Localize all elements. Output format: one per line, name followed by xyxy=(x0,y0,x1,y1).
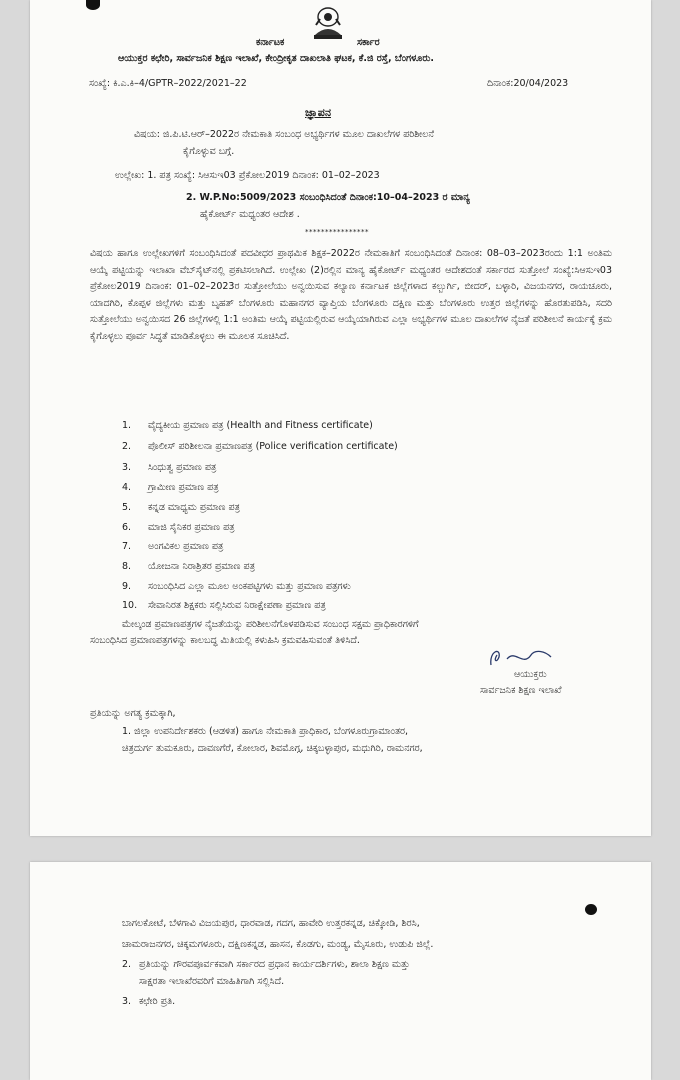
reference-line-3: ಹೈಕೋರ್ಟ್ ಮಧ್ಯಂತರ ಆದೇಶ . xyxy=(200,209,300,220)
copy-item-2-line-2: ಸಾಕ್ಷರತಾ ಇಲಾಖೆರವರಿಗೆ ಮಾಹಿತಿಗಾಗಿ ಸಲ್ಲಿಸಿದೆ. xyxy=(139,976,285,987)
reference-number: ಸಂಖ್ಯೆ: ಕಿ.ಎ.ಕಿ–4/GPTR–2022/2021–22 xyxy=(89,78,247,89)
continued-district-line-1: ಬಾಗಲಕೋಟೆ, ಬೆಳಗಾವಿ ವಿಜಯಪುರ, ಧಾರವಾಡ, ಗದಗ, ಹಾವೇರಿ ಉತ್ತರಕನ್ನಡ, ಚಿಕ್ಕೋಡಿ, ಶಿರಸಿ, xyxy=(122,918,420,929)
header-left-text: ಕರ್ನಾಟಕ xyxy=(256,37,285,48)
list-item: 1. ವೈದ್ಯಕೀಯ ಪ್ರಮಾಣ ಪತ್ರ (Health and Fitness certificate) xyxy=(122,420,373,431)
list-item: 3. ಸಿಂಧುತ್ವ ಪ್ರಮಾಣ ಪತ್ರ xyxy=(122,462,217,473)
list-item: 2. ಪೊಲೀಸ್ ಪರಿಶೀಲನಾ ಪ್ರಮಾಣಪತ್ರ (Police verification certificate) xyxy=(122,441,398,452)
ink-blot xyxy=(86,0,100,10)
list-item: 10. ಸೇವಾನಿರತ ಶಿಕ್ಷಕರು ಸಲ್ಲಿಸಿರುವ ನಿರಾಕ್ಷೇಪಣಾ ಪ್ರಮಾಣ ಪತ್ರ xyxy=(122,600,326,611)
document-date: ದಿನಾಂಕ:20/04/2023 xyxy=(487,78,569,89)
document-title: ಜ್ಞಾಪನ xyxy=(305,106,331,119)
copy-item-3-text: ಕಛೇರಿ ಪ್ರತಿ. xyxy=(139,996,176,1007)
ink-blot xyxy=(585,904,597,915)
signature-designation: ಆಯುಕ್ತರು xyxy=(514,669,547,680)
office-address: ಆಯುಕ್ತರ ಕಛೇರಿ, ಸಾರ್ವಜನಿಕ ಶಿಕ್ಷಣ ಇಲಾಖೆ, ಕೇಂದ್ರೀಕೃತ ದಾಖಲಾತಿ ಘಟಕ, ಕೆ.ಜಿ ರಸ್ತೆ, ಬೆಂಗಳೂರು. xyxy=(118,53,434,64)
reference-line-1: ಉಲ್ಲೇಖ: 1. ಪತ್ರ ಸಂಖ್ಯೆ: ಸಿಆಸುಇ03 ಪ್ರೆಕೋಲ2019 ದಿನಾಂಕ: 01–02–2023 xyxy=(115,170,380,181)
list-item: 7. ಅಂಗವಿಕಲ ಪ್ರಮಾಣ ಪತ್ರ xyxy=(122,541,224,552)
document-page-2 xyxy=(30,862,651,1080)
body-paragraph: ವಿಷಯ ಹಾಗೂ ಉಲ್ಲೇಖಗಳಿಗೆ ಸಂಬಂಧಿಸಿದಂತೆ ಪದವೀಧರ ಪ್ರಾಥಮಿಕ ಶಿಕ್ಷಕ–2022ರ ನೇಮಕಾತಿಗೆ ಸಂಬಂಧಿಸಿದಂತೆ ದಿನಾಂಕ: 08–03–2023ರಂದು 1:1 ಅಂತಿಮ ಆಯ್ಕೆ ಪಟ್ಟಿಯನ್ನು ಇಲಾಖಾ ವೆಬ್‌ಸೈಟ್‌ನಲ್ಲಿ ಪ್ರಕಟಿಸಲಾಗಿದೆ. ಉಲ್ಲೇಖ (2)ರಲ್ಲಿನ ಮಾನ್ಯ ಹೈಕೋರ್ಟ್ ಮಧ್ಯಂತರ ಆದೇಶದಂತೆ ಸರ್ಕಾರದ ಸುತ್ತೋಲೆ ಸಂಖ್ಯೆ:ಸಿಆಸುಇ03 ಪ್ರೆಕೋಲ2019 ದಿನಾಂಕ: 01–02–2023ರ ಸುತ್ತೋಲೆಯು ಅನ್ವಯಿಸುವ ಕಲ್ಯಾಣ ಕರ್ನಾಟಕ ಜಿಲ್ಲೆಗಳಾದ ಕಲ್ಬುರ್ಗಿ, ಬೀದರ್, ಬಳ್ಳಾರಿ, ವಿಜಯನಗರ, ರಾಯಚೂರು, ಯಾದಗಿರಿ, ಕೊಪ್ಪಳ ಜಿಲ್ಲೆಗಳು ಮತ್ತು ಬೃಹತ್ ಬೆಂಗಳೂರು ಮಹಾನಗರ ವ್ಯಾಪ್ತಿಯ ಬೆಂಗಳೂರು ದಕ್ಷಿಣ ಮತ್ತು ಬೆಂಗಳೂರು ಉತ್ತರ ಜಿಲ್ಲೆಗಳನ್ನು ಹೊರತುಪಡಿಸಿ, ಸದರಿ ಸುತ್ತೋಲೆಯು ಅನ್ವಯಿಸದ 26 ಜಿಲ್ಲೆಗಳಲ್ಲಿ 1:1 ಅಂತಿಮ ಆಯ್ಕೆ ಪಟ್ಟಿಯಲ್ಲಿರುವ ಆಯ್ಕೆಯಾಗಿರುವ ಎಲ್ಲಾ ಅಭ್ಯರ್ಥಿಗಳ ಮೂಲ ದಾಖಲೆಗಳ ನೈಜತೆ ಪರಿಶೀಲನೆ ಕಾರ್ಯಕ್ಕೆ ಕ್ರಮ ಕೈಗೊಳ್ಳಲು ಪೂರ್ವ ಸಿದ್ಧತೆ ಮಾಡಿಕೊಳ್ಳಲು ಈ ಮೂಲಕ ಸೂಚಿಸಿದೆ. xyxy=(90,248,612,342)
list-item: 9. ಸಂಬಂಧಿಸಿದ ಎಲ್ಲಾ ಮೂಲ ಅಂಕಪಟ್ಟಿಗಳು ಮತ್ತು ಪ್ರಮಾಣ ಪತ್ರಗಳು xyxy=(122,581,351,592)
list-item: 8. ಯೋಜನಾ ನಿರಾಶ್ರಿತರ ಪ್ರಮಾಣ ಪತ್ರ xyxy=(122,561,256,572)
signature-department: ಸಾರ್ವಜನಿಕ ಶಿಕ್ಷಣ ಇಲಾಖೆ xyxy=(480,685,562,696)
copy-item-3-number: 3. xyxy=(122,996,132,1007)
separator: **************** xyxy=(305,228,369,236)
closing-line-1: ಮೇಲ್ಕಂಡ ಪ್ರಮಾಣಪತ್ರಗಳ ನೈಜತೆಯನ್ನು ಪರಿಶೀಲನೆಗೊಳಪಡಿಸುವ ಸಂಬಂಧ ಸಕ್ಷಮ ಪ್ರಾಧಿಕಾರಗಳಿಗೆ xyxy=(122,619,419,630)
copy-intro: ಪ್ರತಿಯನ್ನು ಅಗತ್ಯ ಕ್ರಮಕ್ಕಾಗಿ, xyxy=(90,708,176,719)
document-page-1 xyxy=(30,0,651,836)
copy-item-1-line-1: 1. ಜಿಲ್ಲಾ ಉಪನಿರ್ದೇಶಕರು (ಆಡಳಿತ) ಹಾಗೂ ನೇಮಕಾತಿ ಪ್ರಾಧಿಕಾರ, ಬೆಂಗಳೂರುಗ್ರಾಮಾಂತರ, xyxy=(122,726,409,737)
reference-line-2: 2. W.P.No:5009/2023 ಸಂಬಂಧಿಸಿದಂತೆ ದಿನಾಂಕ:10–04–2023 ರ ಮಾನ್ಯ xyxy=(186,192,470,203)
list-item: 6. ಮಾಜಿ ಸೈನಿಕರ ಪ್ರಮಾಣ ಪತ್ರ xyxy=(122,522,235,533)
subject-line-2: ಕೈಗೊಳ್ಳುವ ಬಗ್ಗೆ. xyxy=(183,146,235,157)
closing-line-2: ಸಂಬಂಧಿಸಿದ ಪ್ರಮಾಣಪತ್ರಗಳನ್ನು ಕಾಲಬದ್ಧ ಮಿತಿಯಲ್ಲಿ ಕಳುಹಿಸಿ ಕ್ರಮವಹಿಸುವಂತೆ ತಿಳಿಸಿದೆ. xyxy=(90,635,360,646)
continued-district-line-2: ಚಾಮರಾಜನಗರ, ಚಿಕ್ಕಮಗಳೂರು, ದಕ್ಷಿಣಕನ್ನಡ, ಹಾಸನ, ಕೊಡಗು, ಮಂಡ್ಯ, ಮೈಸೂರು, ಉಡುಪಿ ಜಿಲ್ಲೆ. xyxy=(122,939,434,950)
copy-item-1-line-2: ಚಿತ್ರದುರ್ಗ ತುಮಕೂರು, ದಾವಣಗೆರೆ, ಕೋಲಾರ, ಶಿವಮೊಗ್ಗ, ಚಿಕ್ಕಬಳ್ಳಾಪುರ, ಮಧುಗಿರಿ, ರಾಮನಗರ, xyxy=(122,743,423,754)
list-item: 4. ಗ್ರಾಮೀಣ ಪ್ರಮಾಣ ಪತ್ರ xyxy=(122,482,219,493)
subject-line-1: ವಿಷಯ: ಜಿ.ಪಿ.ಟಿ.ಆರ್–2022ರ ನೇಮಕಾತಿ ಸಂಬಂಧ ಅಭ್ಯರ್ಥಿಗಳ ಮೂಲ ದಾಖಲೆಗಳ ಪರಿಶೀಲನೆ xyxy=(134,129,435,140)
copy-item-2-line-1: ಪ್ರತಿಯನ್ನು ಗೌರವಪೂರ್ವಕವಾಗಿ ಸರ್ಕಾರದ ಪ್ರಧಾನ ಕಾರ್ಯದರ್ಶಿಗಳು, ಶಾಲಾ ಶಿಕ್ಷಣ ಮತ್ತು xyxy=(139,959,410,970)
header-right-text: ಸರ್ಕಾರ xyxy=(357,37,380,48)
karnataka-emblem-icon xyxy=(311,5,345,41)
list-item: 5. ಕನ್ನಡ ಮಾಧ್ಯಮ ಪ್ರಮಾಣ ಪತ್ರ xyxy=(122,502,240,513)
copy-item-2-number: 2. xyxy=(122,959,132,970)
